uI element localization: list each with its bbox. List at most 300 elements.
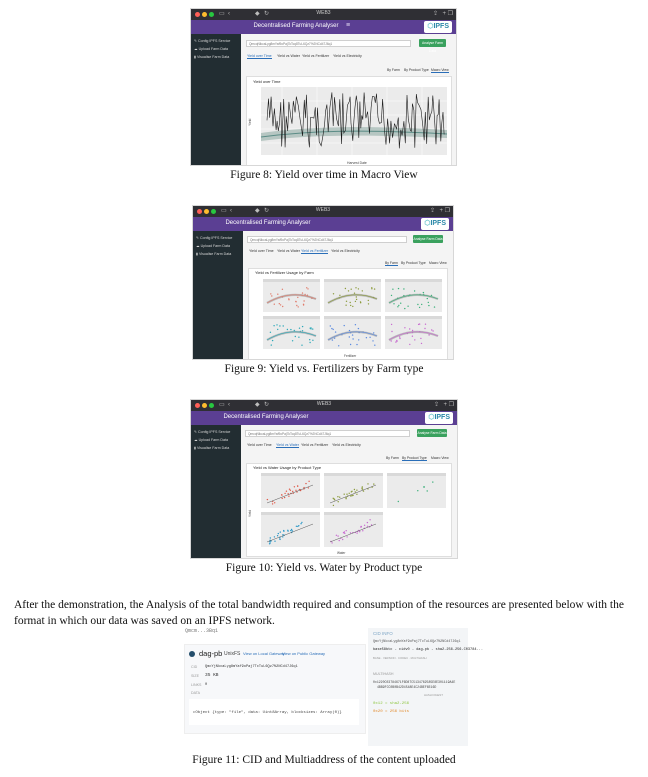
- scatter-point: [308, 487, 309, 488]
- scatter-point: [369, 519, 370, 520]
- scatter-point: [398, 288, 399, 289]
- scatter-point: [269, 542, 270, 543]
- analyse-button[interactable]: Analyse Farm Data: [419, 39, 446, 47]
- sidebar-item-upload[interactable]: ☁ Upload Farm Data: [194, 438, 228, 442]
- object-viewer: [189, 699, 359, 725]
- scatter-point: [295, 490, 296, 491]
- yield-vs-water-facet-plot: [247, 464, 451, 556]
- scatter-point: [270, 332, 271, 333]
- facet-strip: [324, 512, 383, 515]
- view-by-farm[interactable]: By Farm: [385, 261, 398, 265]
- size-key: SIZE: [191, 674, 199, 678]
- scatter-point: [346, 301, 347, 302]
- scatter-point: [367, 526, 368, 527]
- scatter-point: [344, 494, 345, 495]
- scatter-point: [296, 305, 297, 306]
- scatter-point: [274, 502, 275, 503]
- scatter-point: [350, 532, 351, 533]
- scatter-point: [346, 536, 347, 537]
- scatter-point: [267, 499, 268, 500]
- scatter-point: [374, 345, 375, 346]
- sidebar-item-visualise[interactable]: ▮ Visualise Farm Data: [194, 446, 230, 450]
- tab-yield-vs-fertilizer[interactable]: Yield vs Fertilizer: [302, 54, 330, 58]
- scatter-point: [427, 490, 428, 491]
- scatter-point: [360, 526, 361, 527]
- facet-strip: [385, 316, 442, 319]
- scatter-point: [310, 328, 311, 329]
- shield-icon: ◆: [255, 402, 260, 408]
- multihash-title: MULTIHASH: [373, 672, 394, 676]
- scatter-point: [350, 344, 351, 345]
- ipfs-logo: ⬡IPFS: [425, 412, 453, 424]
- scatter-point: [287, 530, 288, 531]
- scatter-point: [287, 329, 288, 330]
- cid-value: QmcYjNkcaLyg8mYaf9oPaj7TcTuL6Qz7%2NCd47J6q1: [205, 665, 298, 669]
- app-header: [193, 217, 453, 231]
- scatter-point: [404, 308, 405, 309]
- scatter-point: [282, 306, 283, 307]
- facet-strip: [385, 279, 442, 282]
- new-tab-icon[interactable]: +: [439, 208, 443, 214]
- scatter-point: [296, 526, 297, 527]
- scatter-point: [286, 491, 287, 492]
- scatter-point: [351, 289, 352, 290]
- tab-yield-vs-water[interactable]: Yield vs Water: [276, 443, 299, 447]
- scatter-point: [391, 295, 392, 296]
- analyse-button[interactable]: Analyse Farm Data: [413, 237, 443, 241]
- sidebar: [191, 425, 241, 558]
- shield-icon: ◆: [255, 11, 260, 17]
- scatter-point: [352, 338, 353, 339]
- scatter-point: [342, 539, 343, 540]
- scatter-point: [395, 341, 396, 342]
- view-by-product-type[interactable]: By Product Type: [404, 68, 429, 72]
- facet-panel: [324, 512, 383, 547]
- main-content: [241, 34, 456, 165]
- scatter-point: [398, 501, 399, 502]
- scatter-point: [351, 491, 352, 492]
- object-text[interactable]: ▸Object {type: "file", data: Uint8Array, blocksizes: Array(0)}: [193, 711, 342, 715]
- scatter-point: [346, 494, 347, 495]
- scatter-point: [391, 331, 392, 332]
- scatter-point: [339, 497, 340, 498]
- scatter-point: [274, 541, 275, 542]
- view-by-product-type[interactable]: By Product Type: [402, 456, 427, 460]
- data-key: DATA: [191, 691, 201, 695]
- facet-strip: [324, 279, 381, 282]
- scatter-point: [279, 325, 280, 326]
- window-titlebar: [191, 400, 457, 411]
- scatter-point: [355, 491, 356, 492]
- scatter-point: [404, 327, 405, 328]
- sidebar: [191, 34, 241, 165]
- scatter-point: [355, 324, 356, 325]
- scatter-point: [337, 496, 338, 497]
- scatter-point: [331, 328, 332, 329]
- view-by-farm[interactable]: By Farm: [386, 456, 399, 460]
- tabs-icon[interactable]: ❐: [444, 208, 450, 214]
- scatter-point: [352, 306, 353, 307]
- window-title: WEB3: [316, 10, 331, 16]
- scatter-point: [414, 290, 415, 291]
- scatter-point: [305, 483, 306, 484]
- sidebar-item-upload[interactable]: ☁ Upload Farm Data: [196, 244, 230, 248]
- share-icon[interactable]: ⇪: [429, 208, 435, 214]
- figure-11-caption: Figure 11: CID and Multiaddress of the content uploaded: [192, 754, 456, 766]
- scatter-point: [289, 489, 290, 490]
- dag-label: dag-pb: [199, 649, 223, 658]
- tabs-icon[interactable]: ❐: [448, 402, 454, 408]
- analyse-button[interactable]: Analyse Farm Data: [417, 431, 447, 435]
- scatter-point: [288, 298, 289, 299]
- scatter-point: [356, 296, 357, 297]
- scatter-point: [358, 328, 359, 329]
- scatter-point: [425, 324, 426, 325]
- public-gateway-link[interactable]: View on Public Gateway: [282, 651, 326, 656]
- cid-input[interactable]: QmcqNikcaLyg8mYaf9oPaj7kTcq8TuL6Qz7%2NCd47J6q1: [245, 430, 410, 437]
- scatter-point: [358, 288, 359, 289]
- scatter-point: [271, 344, 272, 345]
- reload-icon[interactable]: ↻: [264, 208, 270, 214]
- scatter-point: [356, 494, 357, 495]
- tab-yield-vs-electricity[interactable]: Yield vs Electricity: [333, 54, 362, 58]
- scatter-point: [279, 538, 280, 539]
- scatter-point: [297, 486, 298, 487]
- scatter-point: [362, 489, 363, 490]
- scatter-point: [421, 304, 422, 305]
- scatter-point: [434, 306, 435, 307]
- y-axis-label: Yield: [248, 510, 252, 517]
- app-title: Decentralised Farming Analyser: [253, 23, 339, 29]
- sidebar-item-upload[interactable]: ☁ Upload Farm Data: [194, 47, 228, 51]
- scatter-point: [301, 345, 302, 346]
- x-axis-label: Harvest Date: [347, 161, 367, 165]
- scatter-point: [421, 343, 422, 344]
- scatter-point: [393, 303, 394, 304]
- scatter-point: [427, 298, 428, 299]
- scatter-point: [338, 345, 339, 346]
- scatter-point: [337, 535, 338, 536]
- cid-breakdown: base58btc - cidv0 - dag-pb - sha2-256-256-C03784...: [373, 648, 483, 652]
- scatter-point: [428, 334, 429, 335]
- view-macro[interactable]: Macro View: [431, 68, 449, 72]
- figure-9-caption: Figure 9: Yield vs. Fertilizers by Farm type: [224, 363, 424, 375]
- new-tab-icon[interactable]: +: [442, 11, 446, 17]
- scatter-point: [280, 304, 281, 305]
- scatter-point: [355, 301, 356, 302]
- hash-function: 0x12 = sha2-256: [373, 702, 410, 706]
- scatter-point: [424, 486, 425, 487]
- hash-line-1: 0x1220C03784671F6D87C5134762585E8E301119A4E: [373, 680, 456, 684]
- scatter-point: [364, 525, 365, 526]
- scatter-point: [298, 306, 299, 307]
- scatter-point: [399, 336, 400, 337]
- scatter-point: [277, 329, 278, 330]
- scatter-point: [284, 497, 285, 498]
- facet-strip: [261, 473, 320, 476]
- share-icon[interactable]: ⇪: [433, 402, 439, 408]
- scatter-point: [333, 498, 334, 499]
- scatter-point: [432, 330, 433, 331]
- scatter-point: [366, 337, 367, 338]
- sidebar-toggle-icon[interactable]: ▭: [219, 402, 225, 408]
- scatter-point: [409, 328, 410, 329]
- scatter-point: [282, 536, 283, 537]
- scatter-point: [350, 495, 351, 496]
- scatter-point: [271, 295, 272, 296]
- scatter-point: [374, 288, 375, 289]
- scatter-point: [284, 493, 285, 494]
- scatter-point: [355, 287, 356, 288]
- scatter-point: [270, 537, 271, 538]
- sidebar-item-config[interactable]: ✎ Config IPFS Service: [194, 39, 231, 43]
- scatter-point: [335, 331, 336, 332]
- dag-pb-dot-icon: [189, 651, 195, 657]
- scatter-point: [368, 303, 369, 304]
- tab-yield-over-time[interactable]: Yield over Time: [247, 443, 272, 447]
- tab-yield-vs-fertilizer[interactable]: Yield vs Fertilizer: [301, 443, 329, 447]
- scatter-point: [349, 493, 350, 494]
- scatter-point: [282, 289, 283, 290]
- scatter-point: [294, 486, 295, 487]
- tab-yield-vs-electricity[interactable]: Yield vs Electricity: [332, 443, 361, 447]
- shield-icon: ◆: [255, 208, 260, 214]
- ipfs-logo: ⬡IPFS: [421, 218, 449, 230]
- scatter-point: [338, 501, 339, 502]
- back-arrow-icon[interactable]: ‹: [228, 11, 230, 17]
- sidebar-item-config[interactable]: ✎ Config IPFS Service: [196, 236, 233, 240]
- scatter-point: [398, 305, 399, 306]
- scatter-point: [298, 525, 299, 526]
- cid-input[interactable]: QmcqNikcaLyg8mYaf9oPaj7kTcq8TuL6Qz7%2NCd47J6q1: [246, 40, 411, 47]
- scatter-point: [283, 325, 284, 326]
- scatter-point: [354, 293, 355, 294]
- plot-title: Yield over Time: [253, 79, 281, 84]
- view-by-farm[interactable]: By Farm: [387, 68, 400, 72]
- scatter-point: [423, 292, 424, 293]
- scatter-point: [354, 489, 355, 490]
- main-content: [243, 231, 453, 359]
- scatter-point: [309, 339, 310, 340]
- scatter-point: [369, 337, 370, 338]
- scatter-point: [356, 490, 357, 491]
- scatter-point: [312, 328, 313, 329]
- scatter-point: [360, 301, 361, 302]
- scatter-point: [332, 339, 333, 340]
- scatter-point: [352, 495, 353, 496]
- app-title: Decentralised Farming Analyser: [223, 414, 309, 420]
- scatter-point: [279, 303, 280, 304]
- tabs-icon[interactable]: ❐: [447, 11, 453, 17]
- scatter-point: [333, 505, 334, 506]
- scatter-point: [348, 290, 349, 291]
- tab-yield-vs-fertilizer[interactable]: Yield vs Fertilizer: [301, 249, 329, 253]
- scatter-point: [428, 305, 429, 306]
- scatter-point: [274, 536, 275, 537]
- scatter-point: [373, 332, 374, 333]
- scatter-point: [270, 293, 271, 294]
- scatter-point: [352, 334, 353, 335]
- scatter-point: [350, 305, 351, 306]
- scatter-point: [302, 292, 303, 293]
- scatter-point: [349, 336, 350, 337]
- view-macro[interactable]: Macro View: [431, 456, 449, 460]
- app-header: [191, 411, 457, 425]
- unixfs-label: UnixFS: [224, 651, 241, 657]
- tab-yield-vs-water[interactable]: Yield vs Water: [277, 249, 300, 253]
- scatter-point: [350, 302, 351, 303]
- scatter-point: [331, 542, 332, 543]
- scatter-point: [372, 340, 373, 341]
- size-value: 35 KB: [205, 673, 219, 678]
- figure-10-caption: Figure 10: Yield vs. Water by Product type: [225, 562, 423, 574]
- tab-yield-over-time[interactable]: Yield over Time: [249, 249, 274, 253]
- view-macro[interactable]: Macro View: [429, 261, 447, 265]
- window-title: WEB3: [315, 207, 331, 213]
- scatter-point: [344, 531, 345, 532]
- scatter-point: [396, 340, 397, 341]
- cid-tag: Qmcm...3Bq1: [185, 628, 219, 634]
- scatter-point: [356, 532, 357, 533]
- scatter-point: [371, 288, 372, 289]
- scatter-point: [431, 329, 432, 330]
- body-paragraph: After the demonstration, the Analysis of the total bandwidth required and consumption of the resources are presented below with the format in which our data was saved on an IPFS network.: [14, 599, 624, 627]
- cid-info-value: QmcYjNkcaLyg8mYaf9oPaj7TcTuL6Qz7%2NCd47J6q1: [373, 640, 461, 644]
- hash-length: 0x20 = 256 bits: [373, 710, 410, 714]
- scatter-point: [407, 306, 408, 307]
- scatter-point: [412, 336, 413, 337]
- window-titlebar: [191, 9, 456, 20]
- scatter-point: [277, 535, 278, 536]
- scatter-point: [303, 300, 304, 301]
- scatter-point: [295, 301, 296, 302]
- scatter-point: [346, 530, 347, 531]
- scatter-point: [273, 325, 274, 326]
- scatter-point: [292, 530, 293, 531]
- scatter-point: [333, 329, 334, 330]
- plot-panel: [246, 76, 452, 166]
- figure-11-screenshot: [180, 628, 483, 750]
- scatter-point: [306, 287, 307, 288]
- scatter-point: [403, 288, 404, 289]
- explorer-left-panel: [184, 644, 366, 734]
- sidebar-toggle-icon[interactable]: ▭: [221, 208, 227, 214]
- scatter-point: [282, 498, 283, 499]
- scatter-point: [391, 340, 392, 341]
- sidebar-item-visualise[interactable]: ▮ Visualise Farm Data: [196, 252, 232, 256]
- sidebar-toggle-icon[interactable]: ▭: [219, 11, 225, 17]
- y-axis-label: Yield: [248, 118, 252, 126]
- scatter-point: [303, 304, 304, 305]
- tab-yield-vs-electricity[interactable]: Yield vs Electricity: [331, 249, 360, 253]
- scatter-point: [339, 295, 340, 296]
- scatter-point: [330, 325, 331, 326]
- scatter-point: [417, 490, 418, 491]
- scatter-point: [281, 494, 282, 495]
- cid-info-panel: [368, 628, 483, 746]
- hash-digest-label: HASH DIGEST: [424, 693, 443, 697]
- facet-strip: [324, 473, 383, 476]
- scatter-point: [292, 491, 293, 492]
- scatter-point: [274, 304, 275, 305]
- yield-vs-fertilizer-facet-plot: [249, 269, 447, 359]
- facet-strip: [261, 512, 320, 515]
- sidebar-item-config[interactable]: ✎ Config IPFS Service: [194, 430, 231, 434]
- scatter-point: [297, 297, 298, 298]
- scatter-point: [307, 288, 308, 289]
- sidebar: [193, 231, 243, 359]
- scatter-point: [363, 490, 364, 491]
- window-titlebar: [193, 206, 453, 217]
- scatter-point: [298, 337, 299, 338]
- scatter-point: [278, 533, 279, 534]
- main-content: [241, 425, 457, 558]
- scatter-point: [362, 486, 363, 487]
- scatter-point: [283, 531, 284, 532]
- scatter-point: [277, 294, 278, 295]
- local-gateway-link[interactable]: View on Local Gateway: [243, 651, 285, 656]
- scatter-point: [272, 503, 273, 504]
- view-by-product-type[interactable]: By Product Type: [401, 261, 426, 265]
- x-axis-label: Water: [337, 551, 346, 555]
- tab-yield-vs-water[interactable]: Yield vs Water: [277, 54, 300, 58]
- scatter-point: [424, 328, 425, 329]
- facet-strip: [263, 279, 320, 282]
- scatter-point: [356, 344, 357, 345]
- reload-icon[interactable]: ↻: [264, 11, 270, 17]
- figure-8-screenshot: [190, 8, 457, 166]
- scatter-point: [397, 306, 398, 307]
- facet-strip: [263, 316, 320, 319]
- menu-toggle-icon[interactable]: ≡: [346, 22, 351, 29]
- scatter-point: [417, 304, 418, 305]
- x-axis-label: Fertilizer: [344, 354, 357, 358]
- scatter-point: [362, 290, 363, 291]
- new-tab-icon[interactable]: +: [443, 402, 447, 408]
- hash-line-2: 4BB9FCC0B0B42D4548E4C24BEF6E16D: [377, 685, 437, 689]
- scatter-point: [419, 323, 420, 324]
- plot-panel: [248, 268, 448, 360]
- app-header: [191, 20, 456, 34]
- scatter-point: [359, 531, 360, 532]
- share-icon[interactable]: ⇪: [432, 11, 438, 17]
- scatter-point: [300, 523, 301, 524]
- scatter-point: [362, 530, 363, 531]
- app-title: Decentralised Farming Analyser: [225, 220, 311, 226]
- scatter-point: [344, 533, 345, 534]
- cid-breakdown-labels: BASE · VERSION · CODEC · MULTIHASH: [373, 656, 427, 660]
- scatter-point: [432, 481, 433, 482]
- scatter-point: [276, 324, 277, 325]
- back-arrow-icon[interactable]: ‹: [230, 208, 232, 214]
- scatter-point: [349, 330, 350, 331]
- cid-input[interactable]: QmcqNikcaLyg8mYaf9oPaj7kTcq8TuL6Qz7%2NCd47J6q1: [247, 236, 407, 243]
- tab-yield-over-time[interactable]: Yield over Time: [247, 54, 272, 58]
- figure-9-screenshot: [192, 205, 454, 360]
- scatter-point: [309, 342, 310, 343]
- reload-icon[interactable]: ↻: [264, 402, 270, 408]
- sidebar-item-visualise[interactable]: ▮ Visualise Farm Data: [194, 55, 230, 59]
- scatter-point: [345, 288, 346, 289]
- cid-info-title: CID INFO: [373, 631, 393, 636]
- scatter-point: [339, 540, 340, 541]
- scatter-point: [280, 531, 281, 532]
- back-arrow-icon[interactable]: ‹: [228, 402, 230, 408]
- plot-panel: [246, 463, 452, 557]
- facet-panel: [324, 473, 383, 508]
- scatter-point: [290, 329, 291, 330]
- scatter-point: [299, 328, 300, 329]
